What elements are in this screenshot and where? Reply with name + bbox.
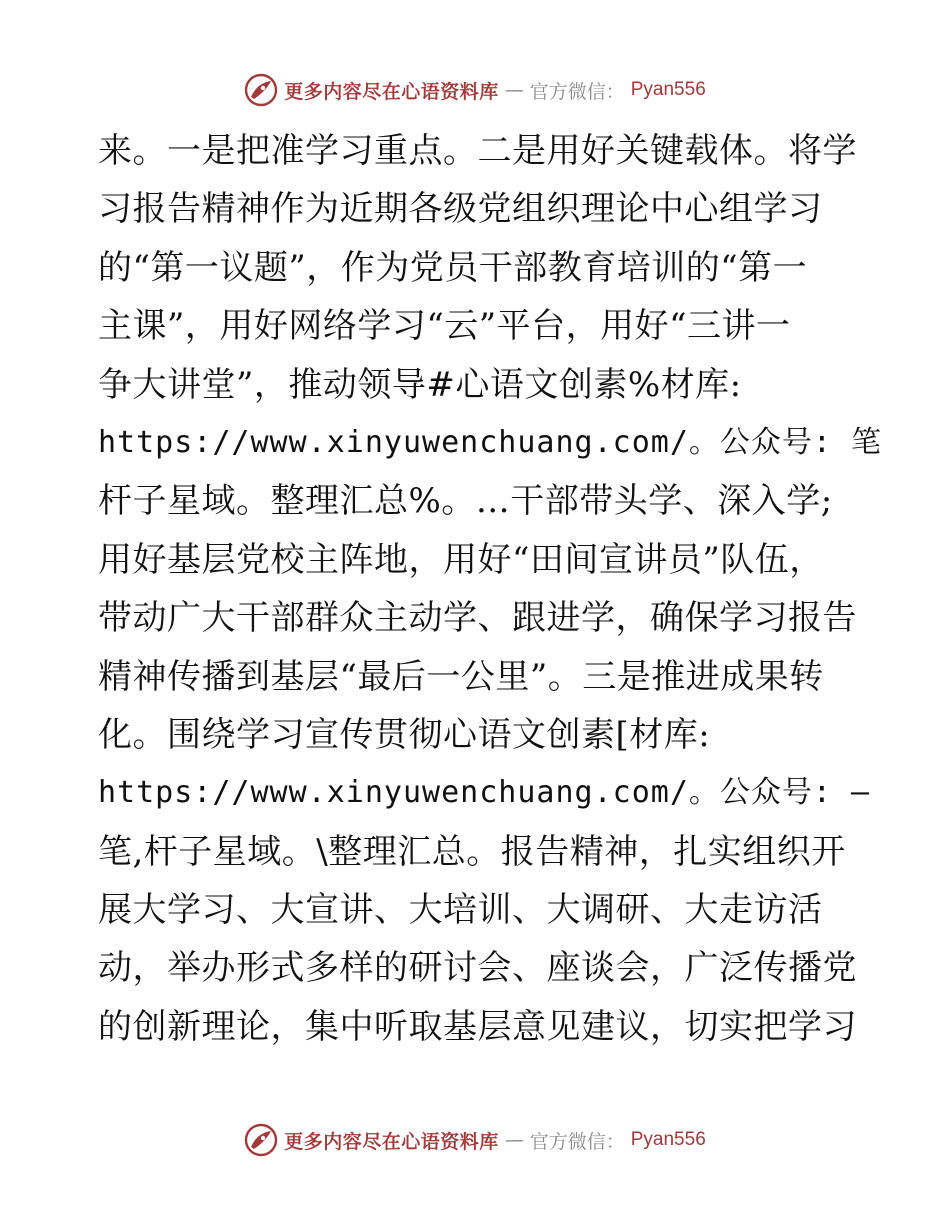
body-line: 主课”，用好网络学习“云”平台，用好“三讲一 [98,306,791,347]
header-banner [0,70,950,110]
footer-banner-inner [244,1123,706,1157]
body-line: 的“第一议题”，作为党员干部教育培训的“第一 [98,247,808,288]
body-line: 笔,杆子星域。\整理汇总。报告精神，扎实组织开 [98,831,846,872]
footer-banner [0,1120,950,1160]
body-line: 争大讲堂”，推动领导#心语文创素%材库: [98,364,742,405]
body-line: 动，举办形式多样的研讨会、座谈会，广泛传播党 [98,948,857,989]
body-line: 习报告精神作为近期各级党组织理论中心组学习 [98,189,823,230]
body-line: 杆子星域。整理汇总%。…干部带头学、深入学; [98,481,833,522]
footer-banner-official-label: 官方微信： [529,1130,625,1153]
header-banner-text: 更多内容尽在心语资料库 [284,80,499,103]
body-line: 展大学习、大宣讲、大培训、大调研、大走访活 [98,890,823,931]
body-line: 带动广大干部群众主动学、跟进学，确保学习报告 [98,598,857,639]
footer-banner-wechat-id: Pyan556 [630,1129,706,1150]
body-line: 化。围绕学习宣传贯彻心语文创素[材库: [98,714,711,755]
header-banner-inner [244,73,706,107]
footer-banner-separator: — [504,1129,524,1151]
document-body [98,122,883,1056]
pen-nib-logo-icon [244,73,278,107]
body-line-url: https://www.xinyuwenchuang.com/。公众号: — [98,775,871,811]
body-line: 用好基层党校主阵地，用好“田间宣讲员”队伍， [98,539,824,580]
header-banner-separator: — [504,79,524,101]
body-line: 精神传播到基层“最后一公里”。三是推进成果转 [98,656,824,697]
header-banner-official-label: 官方微信： [529,80,625,103]
pen-nib-logo-icon [244,1123,278,1157]
body-line: 的创新理论，集中听取基层意见建议，切实把学习 [98,1006,857,1047]
footer-banner-text: 更多内容尽在心语资料库 [284,1130,499,1153]
body-line: 来。一是把准学习重点。二是用好关键载体。将学 [98,131,857,171]
body-line-url: https://www.xinyuwenchuang.com/。公众号: 笔 [98,424,883,460]
header-banner-wechat-id: Pyan556 [630,79,706,100]
